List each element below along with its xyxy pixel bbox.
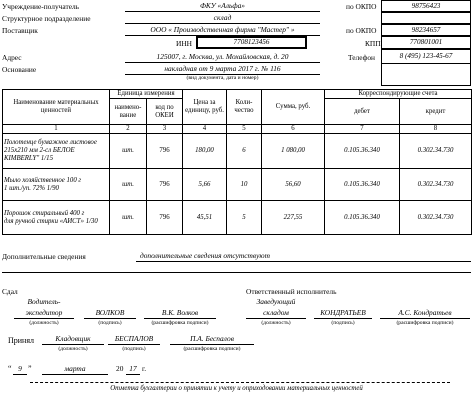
goods-table <box>2 89 472 235</box>
responsible-label: Ответственный исполнитель <box>246 287 337 296</box>
item-sum: 1 080,00 <box>262 134 325 169</box>
item-unit: шт. <box>110 169 147 201</box>
col-sum-header: Сумма, руб. <box>262 90 325 125</box>
item-debit: 0.105.36.340 <box>325 201 400 235</box>
date-open-quote: “ <box>8 364 12 373</box>
item-unit: шт. <box>110 134 147 169</box>
kpp-label: КПП <box>365 39 381 48</box>
item-credit: 0.302.34.730 <box>400 169 472 201</box>
column-numbers-row <box>3 125 472 134</box>
acc-position-hint: (должность) <box>58 346 88 352</box>
supplier-value[interactable]: ООО « Производственная фирма "Мастер" » <box>150 25 295 34</box>
item-price: 180,00 <box>183 134 227 169</box>
date-month[interactable]: марта <box>64 364 86 373</box>
col-unit-code-header: код по ОКЕИ <box>147 99 183 125</box>
accepted-label: Принял <box>8 336 35 345</box>
col-qty-header: Коли-чество <box>227 90 262 125</box>
okpo-label-2: по ОКПО <box>346 26 377 35</box>
item-name: Порошок стиральный 400 г для ручной стирки «АИСТ» 1/30 <box>3 201 110 235</box>
basis-label: Основание <box>2 65 37 74</box>
inn-label: ИНН <box>176 39 193 48</box>
extra-label: Дополнительные сведения <box>2 252 86 261</box>
okpo-empty-box <box>381 12 471 24</box>
resp-name[interactable]: А.С. Кондратьев <box>398 308 452 317</box>
date-year[interactable]: 17 <box>129 364 137 373</box>
date-suffix: г. <box>142 364 147 373</box>
phone-value[interactable]: 8 (495) 123-45-67 <box>381 49 471 64</box>
col-number: 6 <box>262 125 325 134</box>
col-number: 5 <box>227 125 262 134</box>
acc-sign[interactable]: БЕСПАЛОВ <box>114 334 154 343</box>
col-number: 1 <box>3 125 110 134</box>
resp-sign[interactable]: КОНДРАТЬЕВ <box>320 308 366 317</box>
table-row[interactable] <box>3 169 472 201</box>
item-unit: шт. <box>110 201 147 235</box>
item-debit: 0.105.36.340 <box>325 134 400 169</box>
org-value[interactable]: ФКУ «Альфа» <box>199 1 245 10</box>
supplier-label: Поставщик <box>2 26 38 35</box>
giver-position-2: экспедитор <box>25 308 63 317</box>
item-code: 796 <box>147 169 183 201</box>
item-name: Полотенце бумажное листовое 215х210 мм 2-сл БЕЛОЕ KIMBERLY" 1/15 <box>3 134 110 169</box>
col-unit-name-header: наимено-вание <box>110 99 147 125</box>
inn-value[interactable]: 7708123456 <box>196 36 307 49</box>
item-code: 796 <box>147 134 183 169</box>
okpo-value-1[interactable]: 98756423 <box>381 0 471 12</box>
col-debit-header: дебет <box>325 99 400 125</box>
col-number: 7 <box>325 125 400 134</box>
footer-note: Отметка бухгалтерии о принятии к учету и оприходовании материальных ценностей <box>110 385 363 392</box>
resp-name-hint: (расшифровка подписи) <box>396 320 454 326</box>
phone-label: Телефон <box>348 53 376 62</box>
dept-value[interactable]: склад <box>213 13 232 22</box>
col-number: 3 <box>147 125 183 134</box>
item-name: Мыло хозяйственное 100 г 1 шт./уп. 72% 1/90 <box>3 169 110 201</box>
handed-label: Сдал <box>2 287 18 296</box>
item-debit: 0.105.36.340 <box>325 169 400 201</box>
col-unit-group-header: Единица измерения <box>110 90 183 99</box>
item-credit: 0.302.34.730 <box>400 201 472 235</box>
resp-sign-hint: (подпись) <box>331 320 355 326</box>
resp-position-hint: (должность) <box>261 320 291 326</box>
giver-sign-hint: (подпись) <box>98 320 122 326</box>
right-empty-box <box>381 64 471 86</box>
item-sum: 56,60 <box>262 169 325 201</box>
extra-value[interactable]: дополнительные сведения отсутствуют <box>140 251 270 260</box>
basis-value[interactable]: накладная от 9 марта 2017 г. № 116 <box>164 64 281 73</box>
col-acc-group-header: Корреспондирующие счета <box>325 90 472 99</box>
acc-name-hint: (расшифровка подписи) <box>183 346 241 352</box>
giver-position-hint: (должность) <box>29 320 59 326</box>
address-label: Адрес <box>2 53 22 62</box>
dashed-divider <box>30 382 450 383</box>
resp-position-1: Заведующий <box>256 297 296 306</box>
giver-position-1: Водитель- <box>27 297 61 306</box>
giver-name[interactable]: В.К. Волков <box>161 308 199 317</box>
acc-position[interactable]: Кладовщик <box>55 334 91 343</box>
org-label: Учреждение-получатель <box>2 2 80 11</box>
basis-hint: (вид документа, дата и номер) <box>186 75 259 81</box>
table-row[interactable] <box>3 201 472 235</box>
acc-name[interactable]: П.А. Беспалов <box>190 334 234 343</box>
item-qty: 5 <box>227 201 262 235</box>
item-qty: 10 <box>227 169 262 201</box>
giver-name-hint: (расшифровка подписи) <box>151 320 209 326</box>
col-credit-header: кредит <box>400 99 472 125</box>
item-credit: 0.302.34.730 <box>400 134 472 169</box>
item-code: 796 <box>147 201 183 235</box>
acc-sign-hint: (подпись) <box>122 346 146 352</box>
item-sum: 227,55 <box>262 201 325 235</box>
item-price: 45,51 <box>183 201 227 235</box>
date-close-quote: ” <box>28 364 32 373</box>
item-price: 5,66 <box>183 169 227 201</box>
okpo-label-1: по ОКПО <box>346 2 377 11</box>
okpo-value-2[interactable]: 98234657 <box>381 24 471 36</box>
address-value[interactable]: 125007, г. Москва, ул. Мохайловская, д. 20 <box>156 52 289 61</box>
resp-position-2: складом <box>263 308 289 317</box>
dept-label: Структурное подразделение <box>2 14 91 23</box>
col-number: 8 <box>400 125 472 134</box>
giver-sign[interactable]: ВОЛКОВ <box>95 308 125 317</box>
col-name-header: Наименование материальных ценностей <box>3 90 110 125</box>
date-day[interactable]: 9 <box>18 364 22 373</box>
table-row[interactable] <box>3 134 472 169</box>
col-number: 4 <box>183 125 227 134</box>
date-year-prefix: 20 <box>116 364 124 373</box>
col-number: 2 <box>110 125 147 134</box>
kpp-value[interactable]: 770801001 <box>381 36 471 49</box>
col-price-header: Цена за единицу, руб. <box>183 90 227 125</box>
item-qty: 6 <box>227 134 262 169</box>
